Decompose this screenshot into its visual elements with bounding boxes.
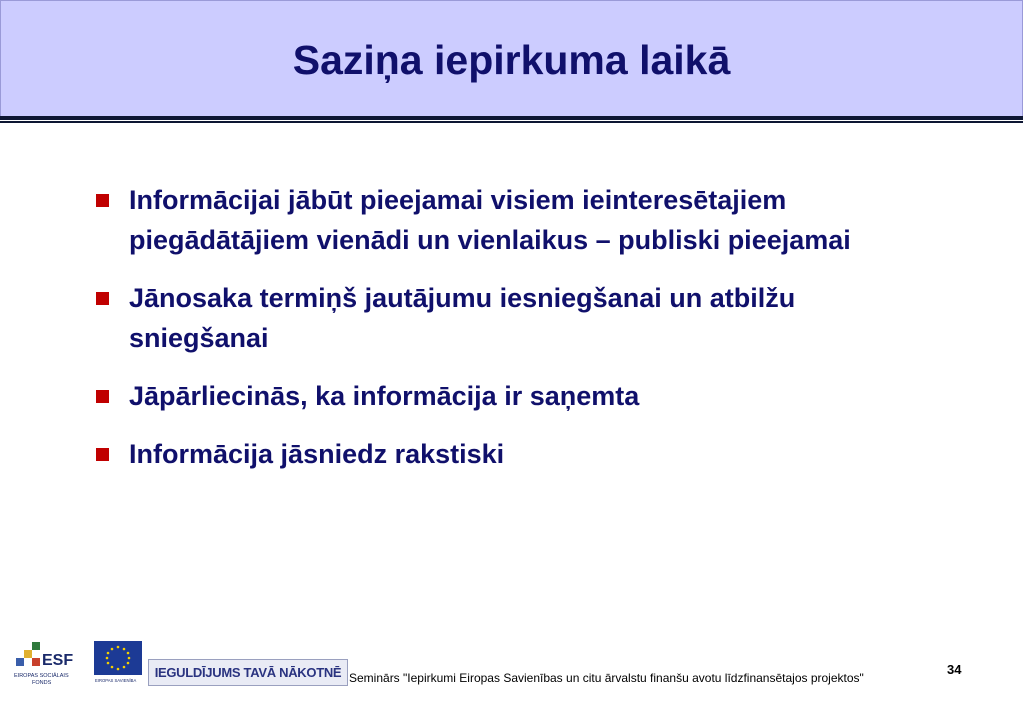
square-bullet-icon [96, 292, 109, 305]
page-number: 34 [947, 662, 962, 677]
bullet-item [94, 434, 994, 474]
bullet-text: Jāpārliecinās, ka informācija ir saņemta [129, 381, 640, 411]
bullet-text-cont: sniegšanai [129, 323, 269, 353]
slide-title: Saziņa iepirkuma laikā [292, 37, 731, 83]
eu-logo-caption: EIROPAS SAVIENĪBA [95, 678, 137, 683]
title-divider-thin [0, 121, 1023, 123]
bullet-text-cont: piegādātājiem vienādi un vienlaikus – publiski pieejamai [129, 225, 851, 255]
bullet-text: Informācija jāsniedz rakstiski [129, 439, 505, 469]
bullet-item [94, 278, 994, 358]
square-bullet-icon [96, 390, 109, 403]
bullet-list [94, 180, 994, 492]
bullet-item [94, 376, 994, 416]
esf-logo-caption2: FONDS [32, 680, 52, 686]
esf-logo-label: ESF [42, 652, 74, 669]
footer-seminar-text: Seminārs "Iepirkumi Eiropas Savienības un citu ārvalstu finanšu avotu līdzfinansētajos projektos" [349, 671, 864, 685]
square-bullet-icon [96, 194, 109, 207]
title-divider [0, 116, 1023, 120]
bullet-text: Informācijai jābūt pieejamai visiem ieinteresētajiem [129, 185, 787, 215]
bullet-text: Jānosaka termiņš jautājumu iesniegšanai un atbilžu [129, 283, 796, 313]
esf-logo-caption: EIROPAS SOCIĀLAIS [14, 673, 69, 679]
eu-flag-icon [94, 641, 142, 685]
slogan-banner: IEGULDĪJUMS TAVĀ NĀKOTNĒ [148, 659, 348, 686]
esf-logo-icon [12, 640, 78, 686]
square-bullet-icon [96, 448, 109, 461]
bullet-item [94, 180, 994, 260]
